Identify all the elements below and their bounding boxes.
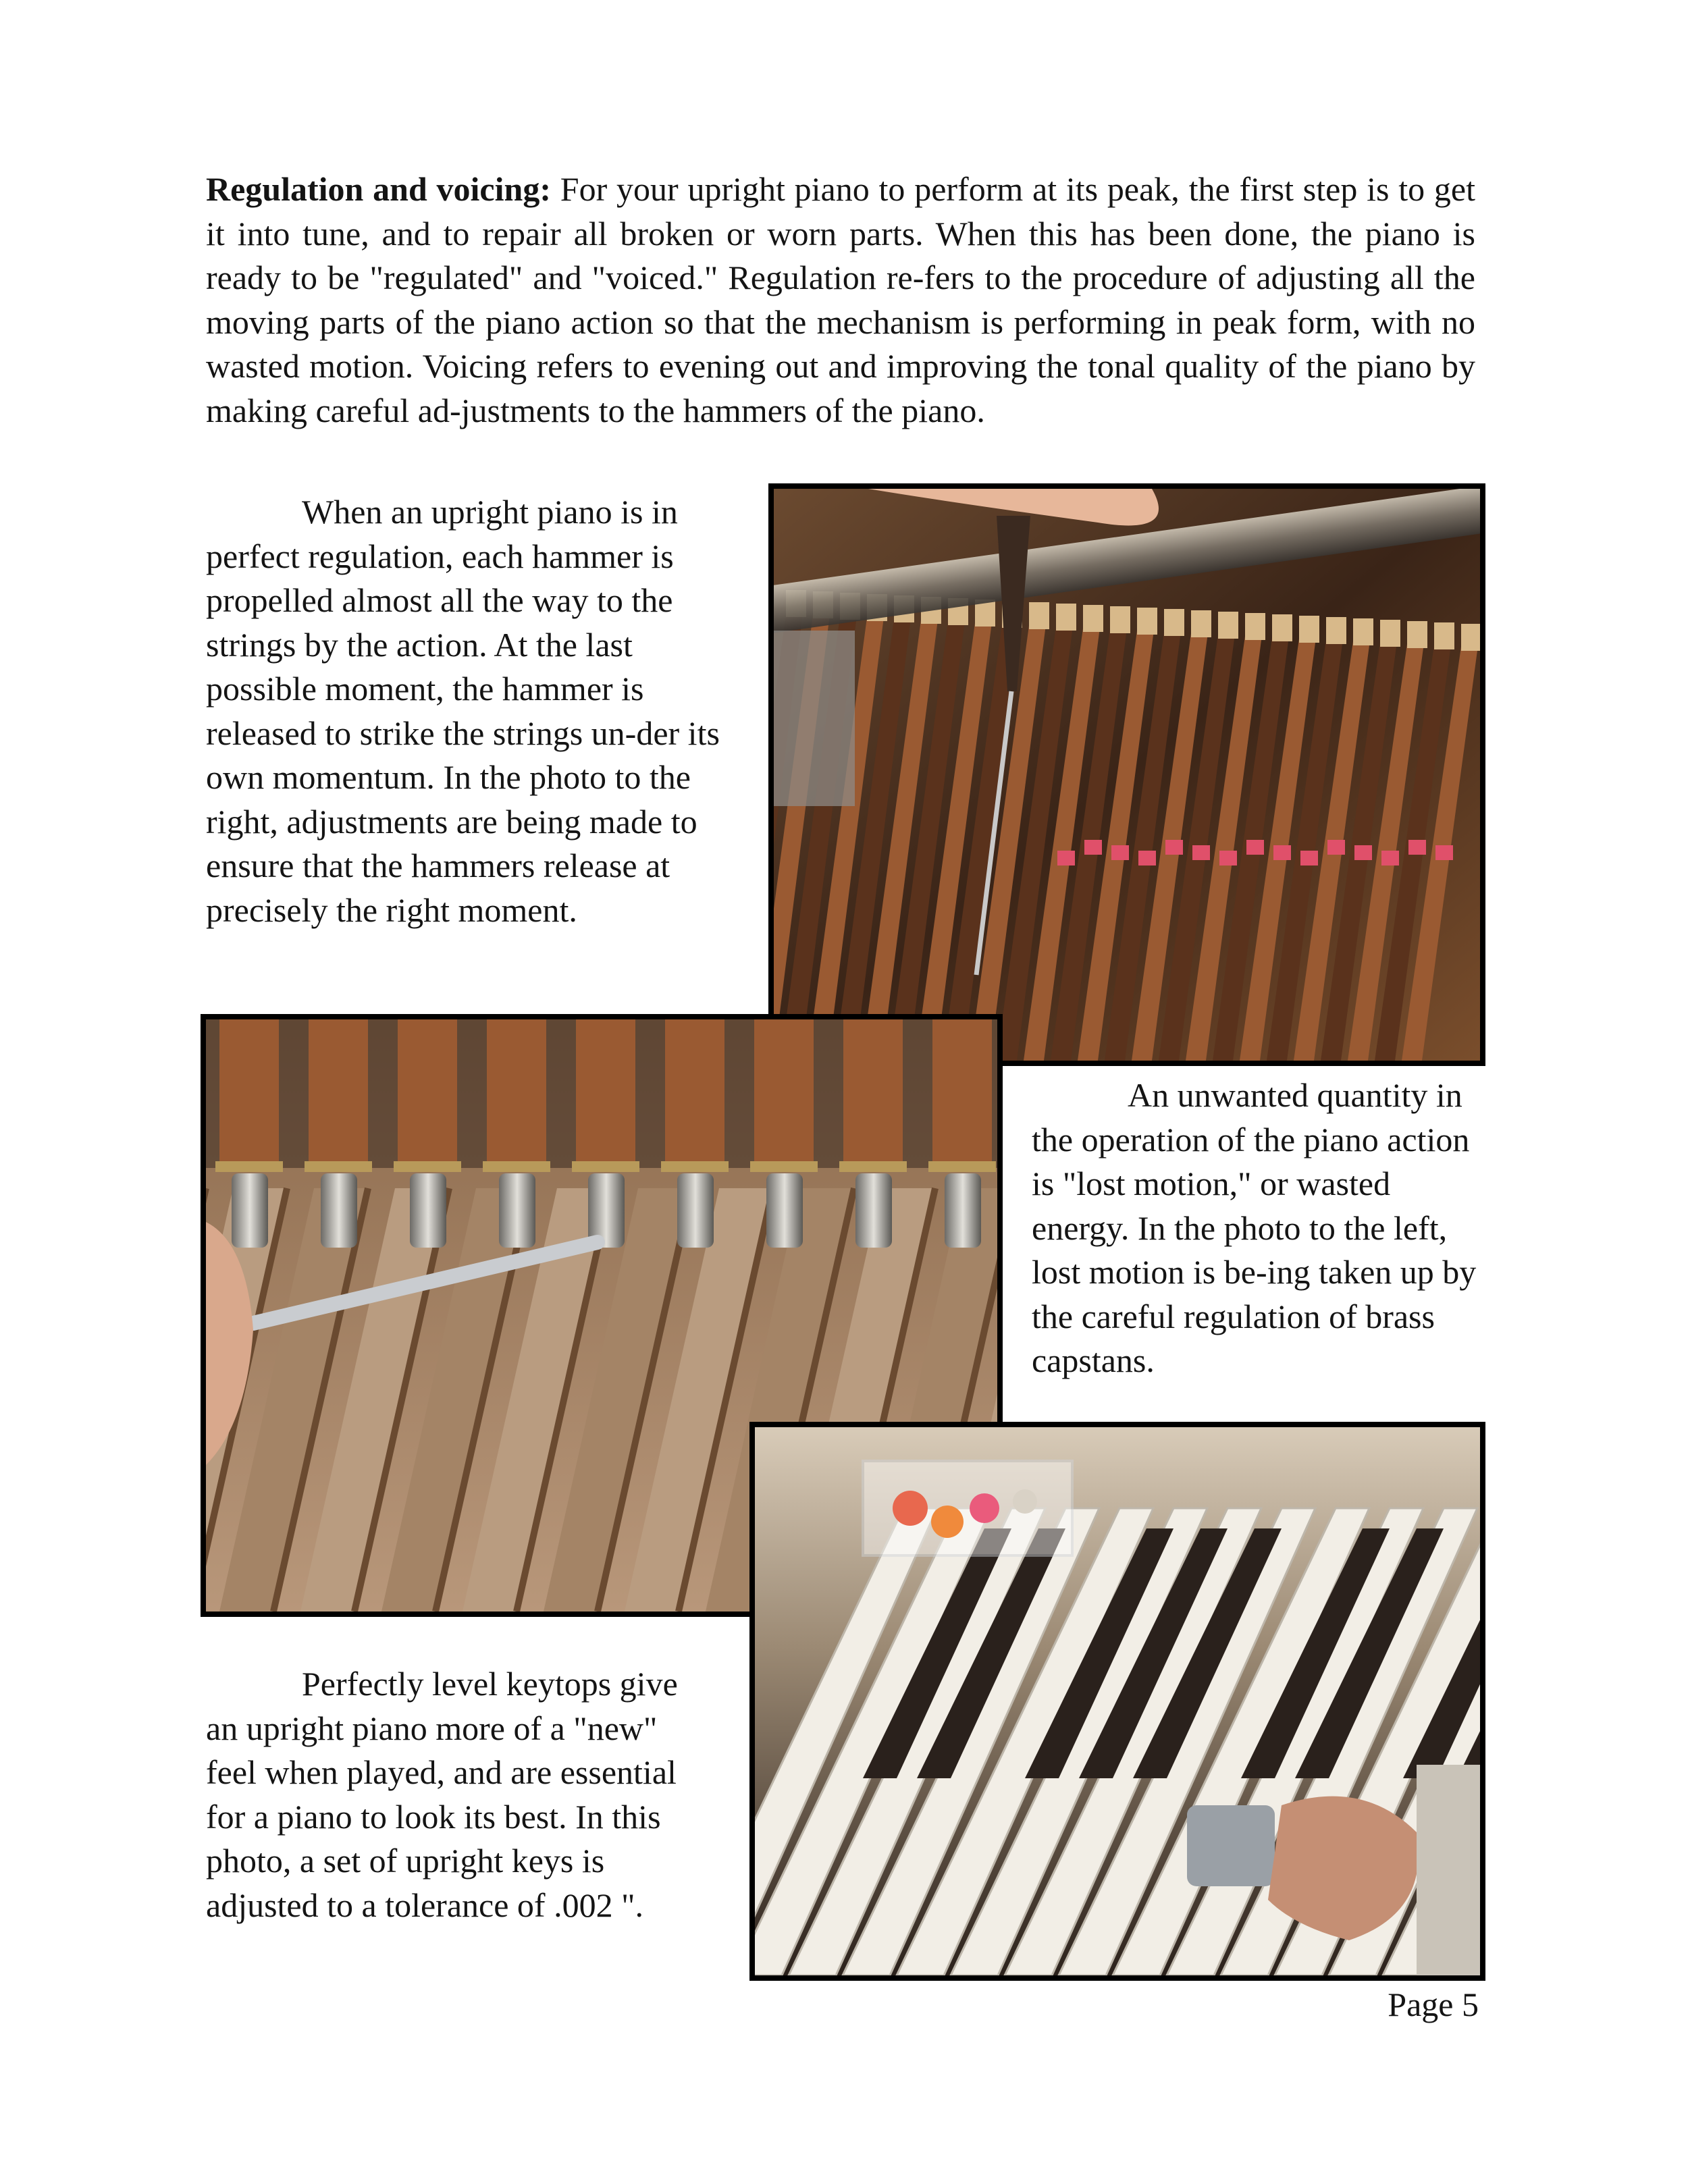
regulation-text: When an upright piano is in perfect regulation, each hammer is propelled almost all the way to the strings by the action. At the last possible moment, the hammer is released to strike the strings un-der its own momentum. In the photo to the right, adjustments are being made to ensure that the hammers release at precisely the right moment. — [206, 493, 720, 929]
hammer-head — [1407, 621, 1427, 648]
hammer-head — [1029, 602, 1049, 629]
hammer-head — [1137, 608, 1157, 635]
capstan — [855, 1173, 892, 1248]
felt-strip — [839, 1161, 907, 1172]
lost-motion-text: An unwanted quantity in the operation of the piano action is "lost motion," or wasted energy. In the photo to the left, lost motion is be-ing taken up by the careful regulation of brass capstans. — [1032, 1076, 1477, 1379]
felt-strip — [928, 1161, 996, 1172]
wippen-block — [665, 1019, 724, 1168]
felt-tip — [1111, 845, 1129, 860]
felt-tip — [1219, 851, 1237, 865]
hammer-head — [1164, 609, 1184, 636]
hammer-head — [1299, 616, 1319, 643]
felt-tip — [1300, 851, 1318, 865]
felt-tip — [1192, 845, 1210, 860]
intro-paragraph — [206, 167, 1475, 433]
keytops-paragraph — [206, 1662, 692, 1927]
page-number: Page 5 — [1388, 1986, 1479, 2023]
felt-tip — [1327, 840, 1345, 855]
felt-tip — [1057, 851, 1075, 865]
capstan — [232, 1173, 268, 1248]
felt-strip — [572, 1161, 639, 1172]
capstan — [766, 1173, 803, 1248]
felt-tip — [1381, 851, 1399, 865]
hammer-regulation-photo — [768, 483, 1485, 1066]
felt-strip — [394, 1161, 461, 1172]
wippen-block — [487, 1019, 546, 1168]
wippen-block — [754, 1019, 814, 1168]
hammer-head — [1083, 605, 1103, 632]
felt-tip — [1435, 845, 1453, 860]
felt-tip — [1138, 851, 1156, 865]
hammer-head — [1056, 604, 1076, 631]
felt-tip — [1273, 845, 1291, 860]
hammer-head — [1326, 617, 1346, 644]
keytops-text: Perfectly level keytops give an upright piano more of a "new" feel when played, and are essential for a piano to look its best. In this photo, a set of upright keys is adjusted to a tolerance of .002 ". — [206, 1665, 678, 1924]
key-leveling-photo — [749, 1422, 1485, 1981]
wippen-block — [219, 1019, 279, 1168]
capstan — [321, 1173, 357, 1248]
intro-body: For your upright piano to perform at its peak, the first step is to get it into tune, and to repair all broken or worn parts. When this has been done, the piano is ready to be "regulated" and "voiced." Regulation re-fers to the procedure of adjusting all the moving parts of the piano action so that the mechanism is performing in peak form, with no wasted motion. Voicing refers to evening out and improving the tonal quality of the piano by making careful ad-justments to the hammers of the piano. — [206, 170, 1475, 429]
hammer-head — [1380, 620, 1400, 647]
felt-strip — [215, 1161, 283, 1172]
hammer-head — [1353, 618, 1373, 645]
wippen-block — [398, 1019, 457, 1168]
capstan — [945, 1173, 981, 1248]
felt-tip — [1354, 845, 1372, 860]
hammer-head — [1191, 610, 1211, 637]
capstan — [677, 1173, 714, 1248]
hammer-head — [1461, 624, 1480, 651]
wippen-block — [932, 1019, 992, 1168]
hammer-head — [1245, 613, 1265, 640]
lost-motion-paragraph — [1032, 1073, 1477, 1383]
hammer-head — [1434, 622, 1454, 649]
felt-strip — [483, 1161, 550, 1172]
hammer-head — [1110, 606, 1130, 633]
capstan — [499, 1173, 535, 1248]
felt-strip — [750, 1161, 818, 1172]
capstan — [410, 1173, 446, 1248]
felt-tip — [1408, 840, 1426, 855]
felt-strip — [661, 1161, 729, 1172]
regulation-paragraph — [206, 490, 739, 932]
hammer-head — [1218, 612, 1238, 639]
wippen-block — [843, 1019, 903, 1168]
felt-tip — [1246, 840, 1264, 855]
key-leveling-illustration — [755, 1427, 1480, 1975]
felt-strip — [305, 1161, 372, 1172]
hammer-head — [1272, 614, 1292, 641]
intro-heading: Regulation and voicing: — [206, 170, 551, 208]
wippen-block — [309, 1019, 368, 1168]
hammer-regulation-illustration — [774, 489, 1480, 1061]
felt-tip — [1084, 840, 1102, 855]
wippen-block — [576, 1019, 635, 1168]
felt-tip — [1165, 840, 1183, 855]
